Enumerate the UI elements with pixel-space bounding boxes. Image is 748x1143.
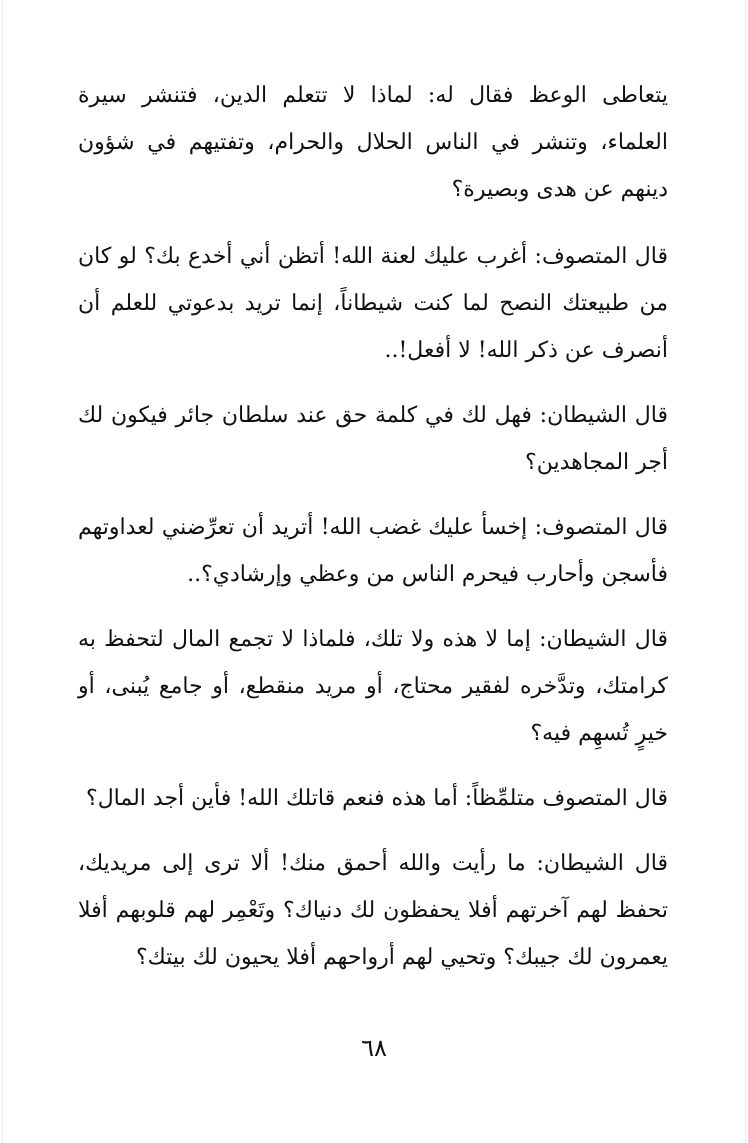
page-edge-left: [2, 0, 3, 1143]
paragraph-3: قال الشيطان: فهل لك في كلمة حق عند سلطان جائر فيكون لك أجر المجاهدين؟: [78, 403, 668, 475]
paragraph-7: قال الشيطان: ما رأيت والله أحمق منك! ألا ترى إلى مريديك، تحفظ لهم آخرتهم أفلا يحفظون لك دنياك؟ وتَعْمِر لهم قلوبهم أفلا يعمرون لك جيبك؟ وتحيي لهم أرواحهم أفلا يحيون لك بيتك؟: [78, 851, 668, 970]
page-edge-right: [745, 0, 746, 1143]
paragraph-2: قال المتصوف: أغرب عليك لعنة الله! أتظن أني أخدع بك؟ لو كان من طبيعتك النصح لما كنت شيطاناً، إنما تريد بدعوتي للعلم أن أنصرف عن ذكر الله! لا أفعل!..: [78, 244, 668, 363]
paragraph-1: يتعاطى الوعظ فقال له: لماذا لا تتعلم الدين، فتنشر سيرة العلماء، وتنشر في الناس الحلال والحرام، وتفتيهم في شؤون دينهم عن هدى وبصيرة؟: [78, 83, 668, 202]
paragraph-6: قال المتصوف متلمِّظاً: أما هذه فنعم قاتلك الله! فأين أجد المال؟: [86, 786, 668, 811]
paragraph-5: قال الشيطان: إما لا هذه ولا تلك، فلماذا لا تجمع المال لتحفظ به كرامتك، وتدَّخره لفقير محتاج، أو مريد منقطع، أو جامع يُبنى، أو خيرٍ تُسهِم فيه؟: [78, 627, 668, 746]
paragraph-4: قال المتصوف: إخسأ عليك غضب الله! أتريد أن تعرِّضني لعداوتهم فأسجن وأحارب فيحرم الناس من وعظي وإرشادي؟..: [78, 515, 668, 587]
page-number: ٦٨: [361, 1034, 387, 1062]
body-text: [78, 72, 668, 999]
